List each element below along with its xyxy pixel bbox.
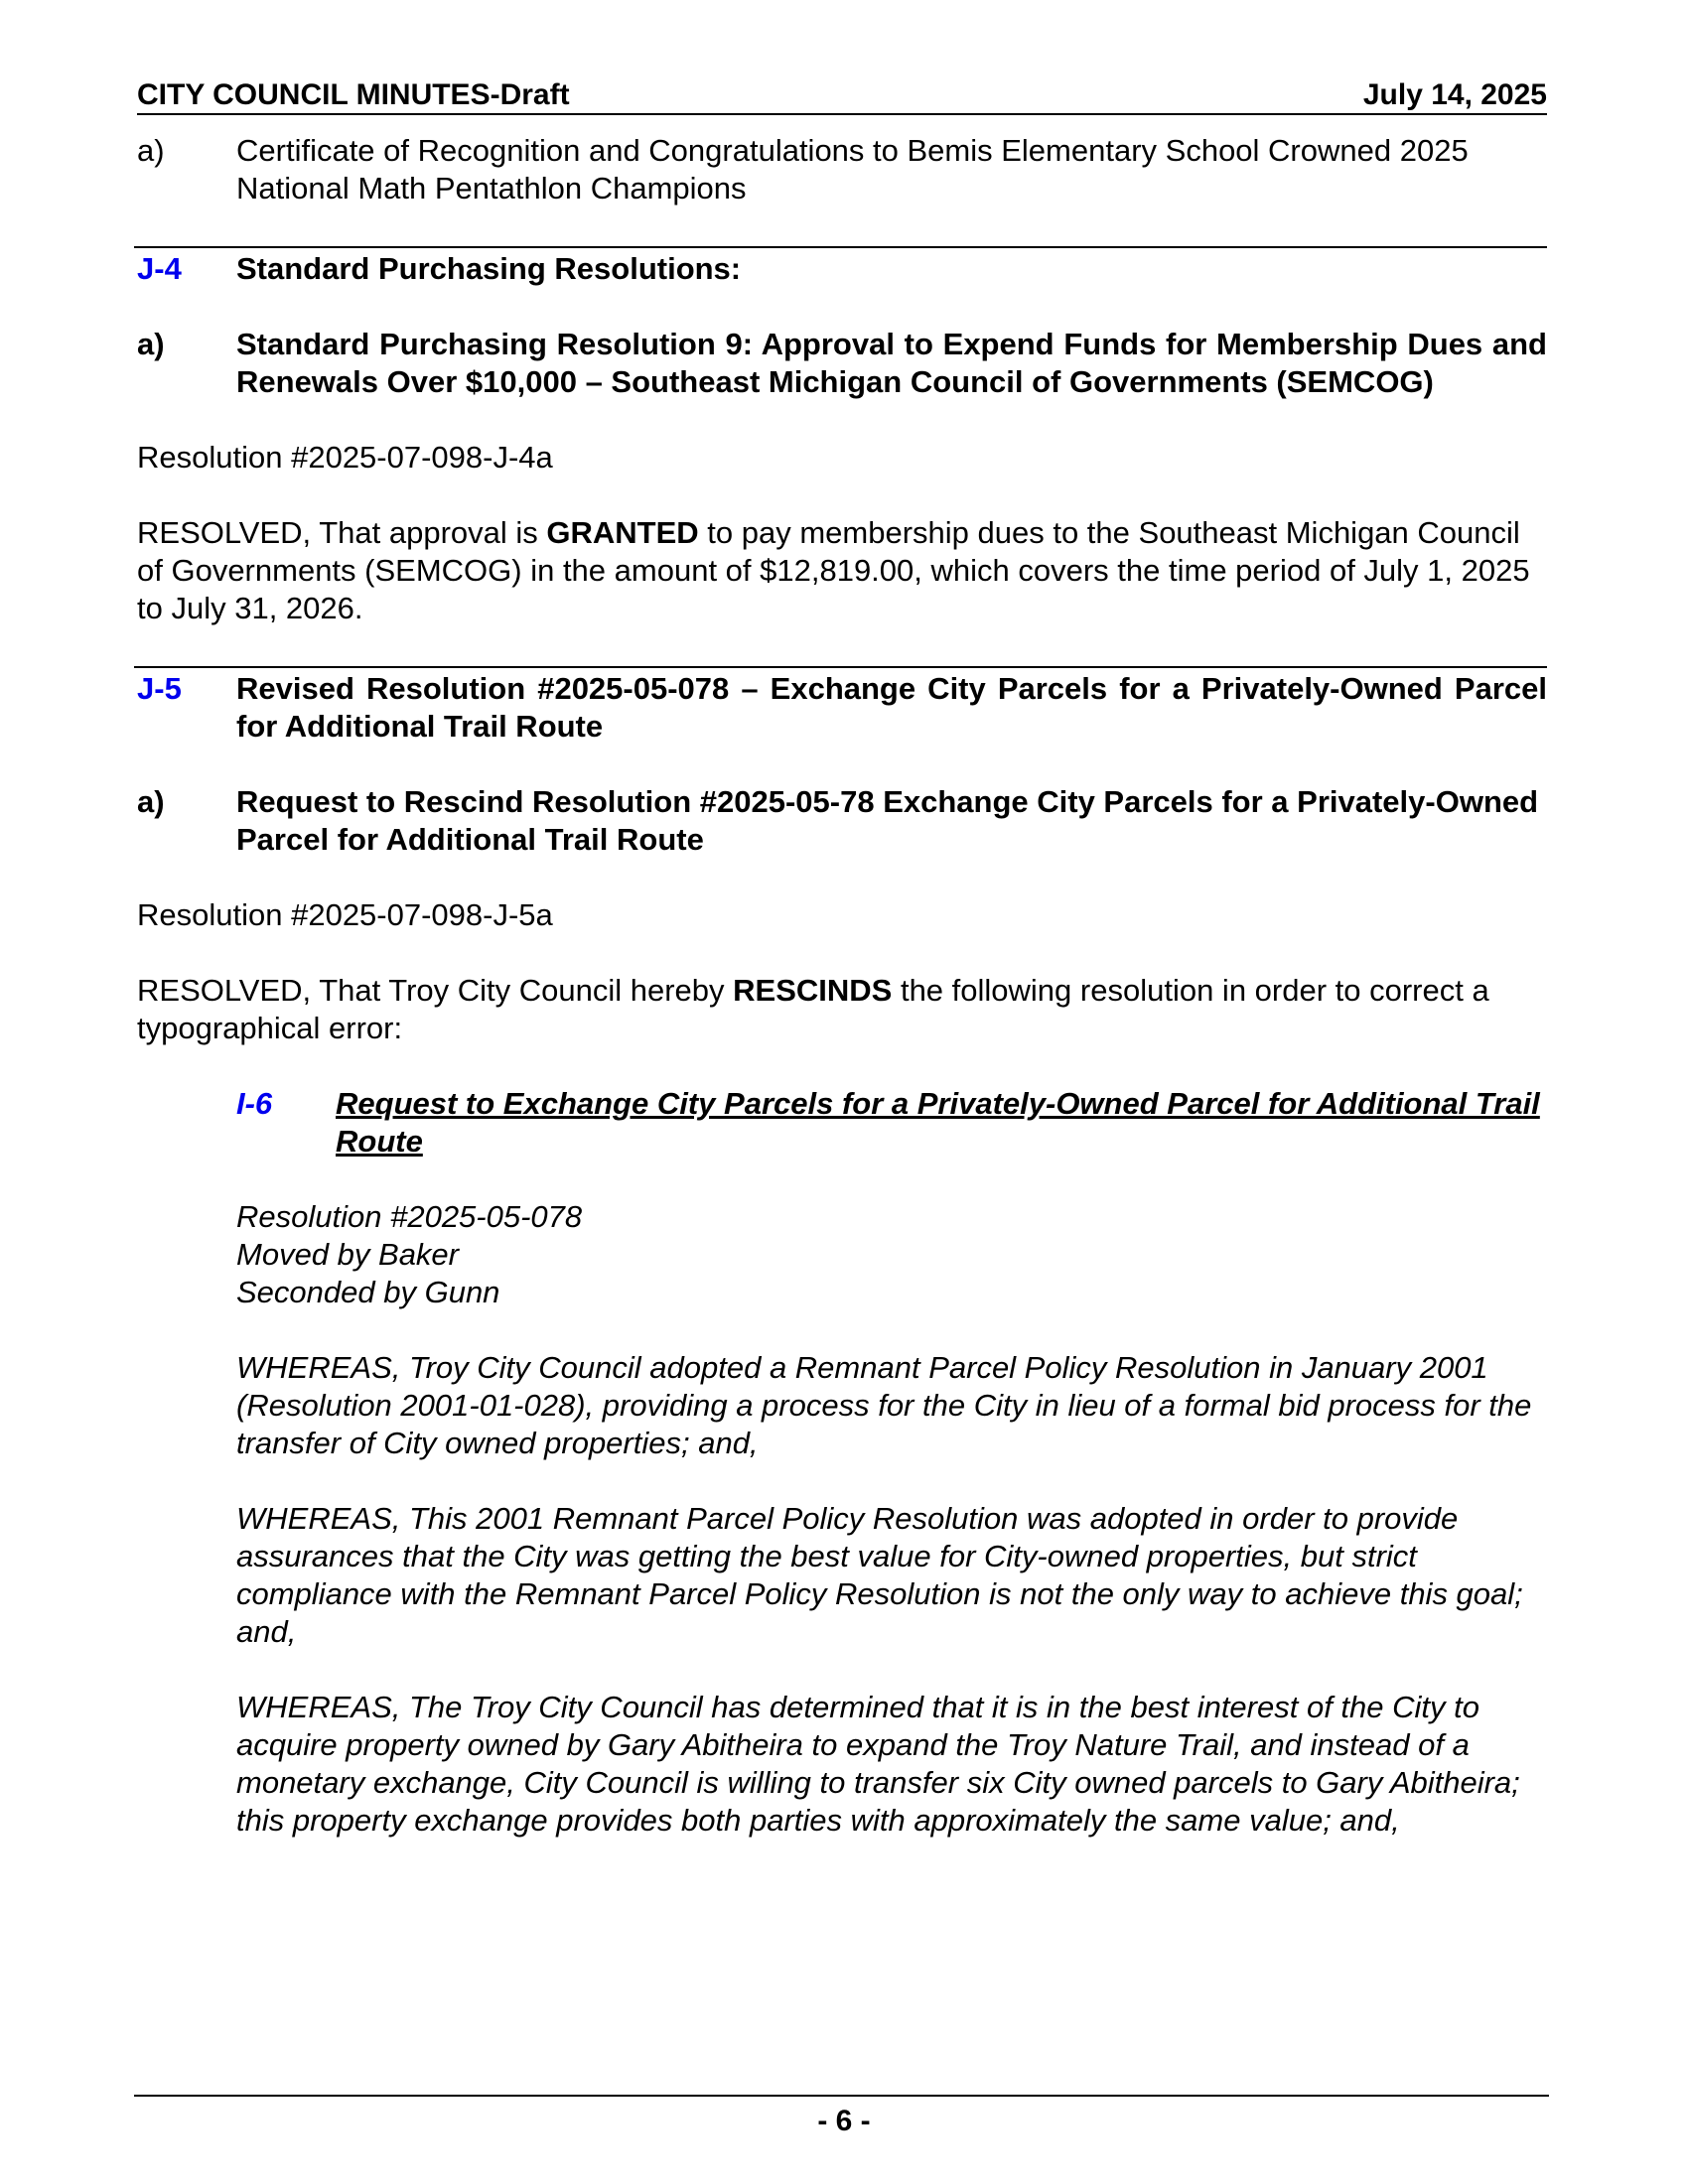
resolved-text: to pay membership dues to the Southeast Michigan Council of Governments (SEMCOG) in the amount of $12,819.00, which covers the time period of July 1, 2025 to July 31, 2026.	[137, 515, 1530, 625]
section-j4-title: Standard Purchasing Resolutions:	[236, 251, 742, 286]
resolved-keyword: RESCINDS	[733, 973, 893, 1008]
section-j5-title: Revised Resolution #2025-05-078 – Exchange City Parcels for a Privately-Owned Parcel for Additional Trail Route	[236, 671, 1547, 744]
quoted-resolution-title: Request to Exchange City Parcels for a Privately-Owned Parcel for Additional Trail Route	[336, 1086, 1540, 1159]
page-header	[137, 77, 1547, 115]
quoted-resolution-number: Resolution #2025-05-078	[236, 1199, 583, 1234]
seconded-by: Seconded by Gunn	[236, 1275, 500, 1309]
whereas-paragraph: WHEREAS, This 2001 Remnant Parcel Policy Resolution was adopted in order to provide assurances that the City was getting the best value for City-owned properties, but strict compliance with the Remnant Parcel Policy Resolution is not the only way to achieve this goal; and,	[236, 1501, 1523, 1649]
resolution-number: Resolution #2025-07-098-J-4a	[137, 440, 553, 475]
section-j5-label: J-5	[137, 671, 182, 706]
section-j5-item-a-text: Request to Rescind Resolution #2025-05-78 Exchange City Parcels for a Privately-Owned Parcel for Additional Trail Route	[236, 784, 1539, 857]
resolved-paragraph	[137, 972, 1547, 1047]
moved-by: Moved by Baker	[236, 1237, 459, 1272]
section-j4-item-a	[137, 326, 1547, 401]
item-label: a)	[137, 327, 165, 361]
whereas-paragraph: WHEREAS, Troy City Council adopted a Remnant Parcel Policy Resolution in January 2001 (Resolution 2001-01-028), providing a process for the City in lieu of a formal bid process for the transfer of City owned properties; and,	[236, 1350, 1532, 1460]
page-number: - 6 -	[817, 2105, 871, 2137]
section-j4-item-a-text: Standard Purchasing Resolution 9: Approval to Expend Funds for Membership Dues and Renewals Over $10,000 – Southeast Michigan Council of Governments (SEMCOG)	[236, 327, 1547, 399]
document-page	[137, 77, 1547, 1840]
section-j4-heading	[137, 250, 1547, 288]
header-date: July 14, 2025	[1362, 78, 1547, 111]
quoted-resolution-heading	[236, 1085, 1547, 1160]
section-divider	[134, 666, 1547, 668]
quoted-resolution	[236, 1085, 1547, 1840]
section-divider	[134, 246, 1547, 248]
resolved-text: RESOLVED, That Troy City Council hereby	[137, 973, 734, 1008]
header-title: CITY COUNCIL MINUTES-Draft	[137, 78, 570, 111]
certificate-item	[137, 132, 1547, 207]
resolved-text: the following resolution in order to correct a typographical error:	[137, 973, 1489, 1045]
certificate-text: Certificate of Recognition and Congratulations to Bemis Elementary School Crowned 2025 National Math Pentathlon Champions	[236, 133, 1469, 205]
section-j5-heading	[137, 670, 1547, 746]
item-label: a)	[137, 133, 165, 168]
whereas-paragraph: WHEREAS, The Troy City Council has determined that it is in the best interest of the City to acquire property owned by Gary Abitheira to expand the Troy Nature Trail, and instead of a monetary exchange, City Council is willing to transfer six City owned parcels to Gary Abitheira; this property exchange provides both parties with approximately the same value; and,	[236, 1690, 1520, 1838]
footer-divider	[134, 2095, 1549, 2097]
quoted-resolution-label: I-6	[236, 1086, 273, 1121]
item-label: a)	[137, 784, 165, 819]
section-j5-item-a	[137, 783, 1547, 859]
section-j4-label: J-4	[137, 251, 182, 286]
resolution-number: Resolution #2025-07-098-J-5a	[137, 897, 553, 932]
resolved-text: RESOLVED, That approval is	[137, 515, 547, 550]
resolved-paragraph	[137, 514, 1547, 627]
resolved-keyword: GRANTED	[546, 515, 699, 550]
